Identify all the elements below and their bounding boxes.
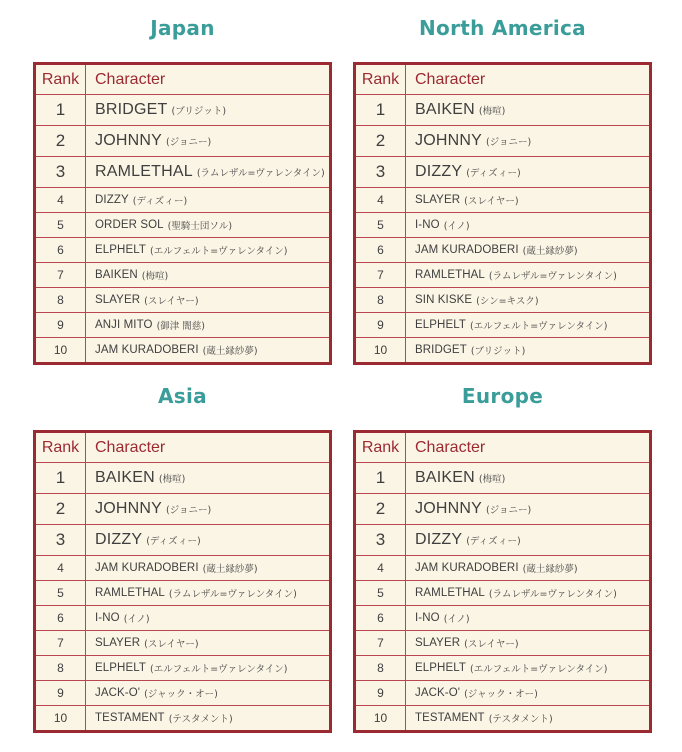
- character-cell: [406, 494, 531, 524]
- character-cell: [86, 581, 297, 605]
- character-name-japanese: (テスタメント): [168, 714, 233, 725]
- rank-number: 3: [36, 157, 86, 187]
- character-cell: [406, 525, 521, 555]
- table-row: [36, 493, 329, 524]
- character-name: SLAYER: [415, 194, 461, 206]
- character-name-japanese: (エルフェルト=ヴァレンタイン): [469, 321, 608, 332]
- rank-number: 3: [356, 157, 406, 187]
- rank-column-header: Rank: [356, 433, 406, 462]
- character-name-japanese: (ディズィー): [146, 536, 201, 547]
- character-cell: [86, 313, 205, 337]
- character-name: JOHNNY: [95, 500, 162, 517]
- character-cell: [406, 631, 519, 655]
- character-cell: [86, 188, 187, 212]
- character-name-japanese: (イノ): [443, 221, 470, 232]
- table-row: [356, 493, 649, 524]
- table-row: [356, 212, 649, 237]
- character-name: JAM KURADOBERI: [415, 562, 519, 574]
- rank-number: 1: [36, 95, 86, 125]
- character-name: JOHNNY: [95, 132, 162, 149]
- rank-number: 4: [356, 556, 406, 580]
- character-name-japanese: (ディズィー): [466, 168, 521, 179]
- character-name-japanese: (蔵土縁紗夢): [522, 564, 578, 575]
- rank-number: 8: [36, 656, 86, 680]
- table-row: [36, 705, 329, 730]
- rank-number: 4: [36, 188, 86, 212]
- table-row: [36, 337, 329, 362]
- table-row: [356, 287, 649, 312]
- character-name: BRIDGET: [415, 344, 467, 356]
- character-cell: [86, 631, 199, 655]
- table-row: [356, 337, 649, 362]
- character-name: I-NO: [415, 219, 440, 231]
- character-name-japanese: (ディズィー): [466, 536, 521, 547]
- rank-column-header: Rank: [356, 65, 406, 94]
- character-name: JOHNNY: [415, 500, 482, 517]
- character-name: RAMLETHAL: [415, 269, 485, 281]
- character-name: SLAYER: [95, 637, 141, 649]
- rank-number: 7: [36, 631, 86, 655]
- rank-number: 6: [356, 238, 406, 262]
- rank-number: 9: [36, 313, 86, 337]
- character-name-japanese: (スレイヤー): [144, 639, 199, 650]
- character-name: TESTAMENT: [415, 712, 485, 724]
- character-column-header: Character: [95, 438, 166, 456]
- table-row: [36, 655, 329, 680]
- character-cell: [86, 556, 258, 580]
- rank-number: 2: [36, 494, 86, 524]
- character-name: DIZZY: [415, 163, 463, 180]
- rank-number: 10: [36, 706, 86, 730]
- character-cell: [86, 288, 199, 312]
- character-name-japanese: (エルフェルト=ヴァレンタイン): [469, 664, 608, 675]
- character-cell: [86, 238, 287, 262]
- character-cell: [86, 656, 287, 680]
- character-name: ANJI MITO: [95, 319, 153, 331]
- character-cell: [406, 157, 521, 187]
- rank-number: 8: [356, 288, 406, 312]
- rank-number: 4: [36, 556, 86, 580]
- table-row: [356, 462, 649, 493]
- rank-number: 5: [36, 581, 86, 605]
- character-name-japanese: (梅喧): [478, 474, 506, 485]
- character-name-japanese: (ラムレザル=ヴァレンタイン): [488, 589, 617, 600]
- table-row: [356, 630, 649, 655]
- character-name-japanese: (テスタメント): [488, 714, 553, 725]
- character-name-japanese: (ラムレザル=ヴァレンタイン): [488, 271, 617, 282]
- character-name: SIN KISKE: [415, 294, 473, 306]
- table-row: [356, 237, 649, 262]
- table-row: [356, 555, 649, 580]
- character-cell: [86, 463, 185, 493]
- rank-column-header: Rank: [36, 65, 86, 94]
- character-name: JOHNNY: [415, 132, 482, 149]
- table-header-row: [356, 65, 649, 94]
- character-cell: [406, 681, 538, 705]
- character-name: JAM KURADOBERI: [415, 244, 519, 256]
- rank-column-header: Rank: [36, 433, 86, 462]
- character-cell: [86, 263, 168, 287]
- rank-number: 6: [36, 606, 86, 630]
- character-name-japanese: (ジョニー): [165, 137, 212, 148]
- character-name: ORDER SOL: [95, 219, 164, 231]
- character-cell: [406, 213, 470, 237]
- character-cell: [406, 313, 607, 337]
- table-row: [356, 125, 649, 156]
- character-name-japanese: (スレイヤー): [464, 196, 519, 207]
- character-name-japanese: (ブリジット): [171, 106, 227, 117]
- character-name: TESTAMENT: [95, 712, 165, 724]
- table-row: [36, 156, 329, 187]
- rank-number: 7: [36, 263, 86, 287]
- rank-number: 5: [36, 213, 86, 237]
- table-row: [356, 705, 649, 730]
- character-name: JACK-O': [415, 687, 461, 699]
- rank-number: 8: [356, 656, 406, 680]
- character-name-japanese: (梅喧): [158, 474, 186, 485]
- table-row: [36, 605, 329, 630]
- character-name: I-NO: [95, 612, 120, 624]
- ranking-table: [353, 62, 652, 365]
- character-name-japanese: (ジャック・オー): [144, 689, 218, 700]
- character-cell: [86, 95, 226, 125]
- character-name: DIZZY: [415, 531, 463, 548]
- table-row: [356, 605, 649, 630]
- character-name: ELPHELT: [415, 662, 466, 674]
- rank-number: 5: [356, 213, 406, 237]
- rank-number: 10: [356, 338, 406, 362]
- table-row: [36, 524, 329, 555]
- character-name-japanese: (蔵土縁紗夢): [202, 564, 258, 575]
- table-header-row: [36, 65, 329, 94]
- table-row: [36, 312, 329, 337]
- rank-number: 3: [356, 525, 406, 555]
- character-cell: [86, 494, 211, 524]
- character-cell: [86, 126, 211, 156]
- table-header-row: [356, 433, 649, 462]
- character-cell: [406, 126, 531, 156]
- table-row: [36, 237, 329, 262]
- rank-number: 8: [36, 288, 86, 312]
- rank-number: 6: [36, 238, 86, 262]
- character-name: JAM KURADOBERI: [95, 562, 199, 574]
- character-name: JACK-O': [95, 687, 141, 699]
- region-title: Europe: [461, 384, 544, 408]
- rank-number: 7: [356, 263, 406, 287]
- rank-number: 10: [36, 338, 86, 362]
- character-cell: [86, 525, 201, 555]
- character-column-header: Character: [415, 70, 486, 88]
- table-header-row: [36, 433, 329, 462]
- character-name: DIZZY: [95, 531, 143, 548]
- character-name-japanese: (蔵土縁紗夢): [522, 246, 578, 257]
- character-cell: [406, 581, 617, 605]
- rank-number: 7: [356, 631, 406, 655]
- character-column-header: Character: [95, 70, 166, 88]
- region-title: North America: [419, 16, 586, 40]
- character-name: BAIKEN: [415, 101, 475, 118]
- table-row: [36, 212, 329, 237]
- character-name: ELPHELT: [95, 662, 146, 674]
- character-name-japanese: (スレイヤー): [144, 296, 199, 307]
- rank-number: 2: [356, 126, 406, 156]
- character-name-japanese: (聖騎士団ソル): [167, 221, 233, 232]
- character-name: BRIDGET: [95, 101, 168, 118]
- character-cell: [406, 288, 539, 312]
- rank-number: 1: [356, 95, 406, 125]
- rank-number: 6: [356, 606, 406, 630]
- rank-number: 3: [36, 525, 86, 555]
- character-name-japanese: (ジョニー): [165, 505, 212, 516]
- character-name-japanese: (ブリジット): [470, 346, 526, 357]
- character-name-japanese: (エルフェルト=ヴァレンタイン): [149, 246, 288, 257]
- ranking-table: [353, 430, 652, 733]
- table-row: [36, 287, 329, 312]
- character-cell: [86, 213, 232, 237]
- character-name: JAM KURADOBERI: [95, 344, 199, 356]
- character-name-japanese: (イノ): [123, 614, 150, 625]
- character-name-japanese: (ジャック・オー): [464, 689, 538, 700]
- rank-number: 1: [36, 463, 86, 493]
- rank-number: 9: [356, 313, 406, 337]
- character-name-japanese: (梅喧): [141, 271, 169, 282]
- character-name-japanese: (梅喧): [478, 106, 506, 117]
- character-column-header: Character: [415, 438, 486, 456]
- table-row: [36, 462, 329, 493]
- rank-number: 9: [36, 681, 86, 705]
- ranking-table: [33, 62, 332, 365]
- table-row: [356, 94, 649, 125]
- character-name: BAIKEN: [415, 469, 475, 486]
- character-cell: [406, 556, 578, 580]
- character-name-japanese: (ラムレザル=ヴァレンタイン): [196, 168, 325, 179]
- rank-number: 10: [356, 706, 406, 730]
- rank-number: 2: [356, 494, 406, 524]
- table-row: [36, 555, 329, 580]
- character-cell: [86, 338, 258, 362]
- character-name: SLAYER: [415, 637, 461, 649]
- character-cell: [406, 706, 553, 730]
- table-row: [356, 262, 649, 287]
- character-name: ELPHELT: [415, 319, 466, 331]
- rank-number: 1: [356, 463, 406, 493]
- rank-number: 2: [36, 126, 86, 156]
- character-cell: [86, 157, 325, 187]
- character-cell: [406, 338, 525, 362]
- table-row: [36, 680, 329, 705]
- table-row: [36, 580, 329, 605]
- character-cell: [406, 606, 470, 630]
- character-name-japanese: (シン=キスク): [476, 296, 539, 307]
- character-name: I-NO: [415, 612, 440, 624]
- character-name: BAIKEN: [95, 469, 155, 486]
- table-row: [356, 580, 649, 605]
- rank-number: 9: [356, 681, 406, 705]
- rank-number: 5: [356, 581, 406, 605]
- character-name: SLAYER: [95, 294, 141, 306]
- rank-number: 4: [356, 188, 406, 212]
- character-name: RAMLETHAL: [95, 163, 193, 180]
- character-name-japanese: (ジョニー): [485, 137, 532, 148]
- character-cell: [406, 263, 617, 287]
- table-row: [36, 630, 329, 655]
- table-row: [36, 262, 329, 287]
- character-name: ELPHELT: [95, 244, 146, 256]
- region-title: Asia: [158, 384, 207, 408]
- character-cell: [86, 606, 150, 630]
- table-row: [36, 187, 329, 212]
- table-row: [36, 94, 329, 125]
- table-row: [356, 655, 649, 680]
- table-row: [356, 524, 649, 555]
- character-cell: [406, 238, 578, 262]
- character-cell: [406, 95, 505, 125]
- character-name-japanese: (ディズィー): [132, 196, 188, 207]
- character-name: RAMLETHAL: [95, 587, 165, 599]
- character-name-japanese: (イノ): [443, 614, 470, 625]
- table-row: [356, 680, 649, 705]
- character-name-japanese: (蔵土縁紗夢): [202, 346, 258, 357]
- character-name-japanese: (ラムレザル=ヴァレンタイン): [168, 589, 297, 600]
- table-row: [356, 156, 649, 187]
- character-name-japanese: (御津 闇慈): [156, 321, 205, 332]
- character-name-japanese: (スレイヤー): [464, 639, 519, 650]
- character-name: BAIKEN: [95, 269, 138, 281]
- character-name-japanese: (エルフェルト=ヴァレンタイン): [149, 664, 288, 675]
- character-cell: [406, 188, 519, 212]
- character-name: RAMLETHAL: [415, 587, 485, 599]
- character-name: DIZZY: [95, 194, 129, 206]
- table-row: [36, 125, 329, 156]
- character-name-japanese: (ジョニー): [485, 505, 532, 516]
- table-row: [356, 187, 649, 212]
- character-cell: [86, 681, 218, 705]
- character-cell: [406, 656, 607, 680]
- character-cell: [406, 463, 505, 493]
- character-cell: [86, 706, 233, 730]
- table-row: [356, 312, 649, 337]
- ranking-table: [33, 430, 332, 733]
- region-title: Japan: [150, 16, 215, 40]
